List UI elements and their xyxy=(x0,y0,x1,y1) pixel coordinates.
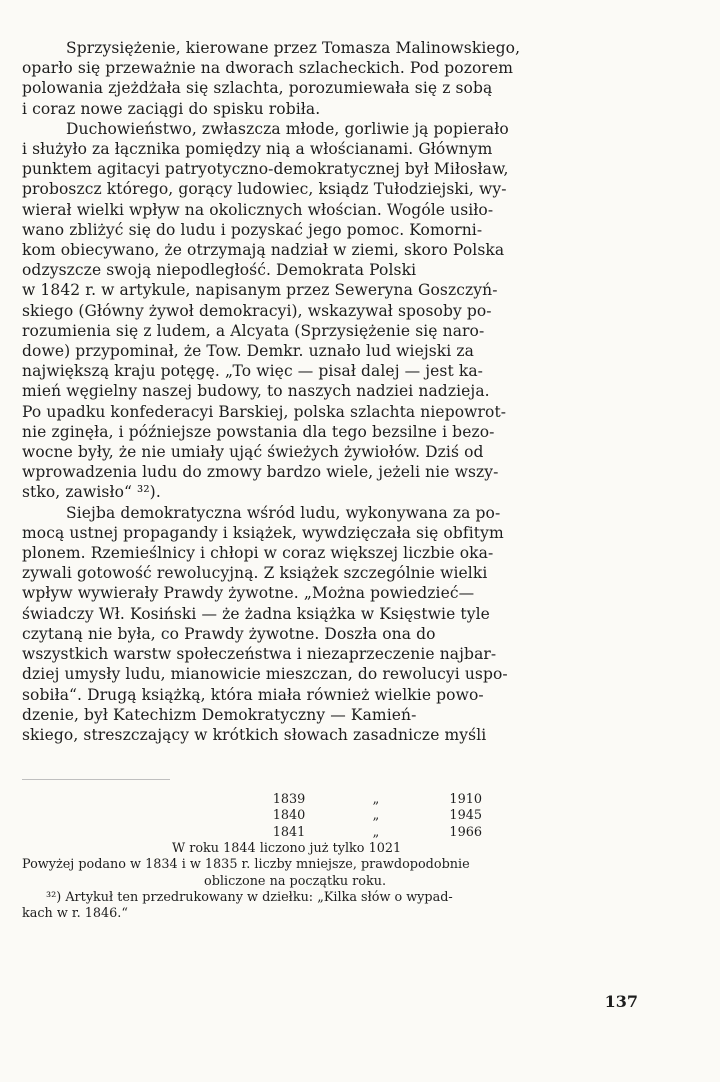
ditto-mark: „ xyxy=(372,808,380,824)
table-row xyxy=(236,825,720,841)
text-line: skiego, streszczający w krótkich słowach zasadnicze myśli xyxy=(22,725,487,744)
text-line: Siejba demokratyczna wśród ludu, wykonywana za po- xyxy=(66,503,501,522)
text-line: w 1842 r. w artykule, napisanym przez Seweryna Goszczyń- xyxy=(22,281,498,300)
year-cell: 1841 xyxy=(272,824,306,840)
ditto-mark: „ xyxy=(372,824,380,840)
text-line: punktem agitacyi patryotyczno-demokratycznej był Miłosław, xyxy=(22,160,509,179)
footnote-line: obliczone na początku roku. xyxy=(204,873,387,889)
text-line: rozumienia się z ludem, a Alcyata (Sprzysiężenie się naro- xyxy=(22,321,485,340)
text-line: Po upadku konfederacyi Barskiej, polska szlachta niepowrot- xyxy=(22,402,507,421)
footnotes xyxy=(22,792,638,922)
text-line: i coraz nowe zaciągi do spisku robiła. xyxy=(22,99,321,118)
text-line: wierał wielki wpływ na okolicznych włościan. Wogóle usiło- xyxy=(22,200,494,219)
text-line: dowe) przypominał, że Tow. Demkr. uznało lud wiejski za xyxy=(22,342,474,361)
footnote-summary-line: W roku 1844 liczono już tylko 1021 xyxy=(172,841,402,856)
text-line: proboszcz którego, gorący ludowiec, ksiądz Tułodziejski, wy- xyxy=(22,180,507,199)
footnote-year-table xyxy=(236,792,720,841)
page-number: 137 xyxy=(604,992,638,1011)
footnote-line: Powyżej podano w 1834 i w 1835 r. liczby mniejsze, prawdopodobnie xyxy=(22,857,470,873)
text-line: największą kraju potęgę. „To więc — pisał dalej — jest ka- xyxy=(22,362,484,381)
text-line: i służyło za łącznika pomiędzy nią a włościanami. Głównym xyxy=(22,140,493,159)
text-line: mocą ustnej propagandy i książek, wywdzięczała się obfitym xyxy=(22,523,504,542)
text-line: wprowadzenia ludu do zmowy bardzo wiele, jeżeli nie wszy- xyxy=(22,463,499,482)
count-cell: 1910 xyxy=(449,792,482,808)
text-line: wszystkich warstw społeczeństwa i niezaprzeczenie najbar- xyxy=(22,645,497,664)
text-line: plonem. Rzemieślnicy i chłopi w coraz większej liczbie oka- xyxy=(22,544,494,563)
table-row xyxy=(236,808,720,824)
text-line: kom obiecywano, że otrzymają nadział w ziemi, skoro Polska xyxy=(22,241,505,260)
text-line: nie zginęła, i późniejsze powstania dla tego bezsilne i bezo- xyxy=(22,422,495,441)
text-line: stko, zawisło“ ³²). xyxy=(22,483,161,502)
text-line: oparło się przeważnie na dworach szlacheckich. Pod pozorem xyxy=(22,59,514,78)
text-line: sobiła“. Drugą książką, która miała również wielkie powo- xyxy=(22,685,484,704)
text-line: wano zbliżyć się do ludu i pozyskać jego pomoc. Komorni- xyxy=(22,220,483,239)
text-line: wpływ wywierały Prawdy żywotne. „Można powiedzieć— xyxy=(22,584,475,603)
text-line: wocne były, że nie umiały ująć świeżych żywiołów. Dziś od xyxy=(22,443,484,462)
year-cell: 1840 xyxy=(272,808,306,824)
footnote-line: kach w r. 1846.“ xyxy=(22,906,128,922)
text-line: dzenie, był Katechizm Demokratyczny — Kamień- xyxy=(22,705,417,724)
text-line: dziej umysły ludu, mianowicie mieszczan, do rewolucyi uspo- xyxy=(22,665,508,684)
footnote-divider xyxy=(22,779,170,780)
text-line: Sprzysiężenie, kierowane przez Tomasza Malinowskiego, xyxy=(66,39,521,57)
text-line: czytaną nie była, co Prawdy żywotne. Doszła ona do xyxy=(22,624,436,643)
text-line: odzyszcze swoją niepodległość. Demokrata Polski xyxy=(22,261,417,280)
text-line: Duchowieństwo, zwłaszcza młode, gorliwie ją popierało xyxy=(66,119,509,138)
text-line: skiego (Główny żywoł demokracyi), wskazywał sposoby po- xyxy=(22,301,492,320)
count-cell: 1966 xyxy=(449,824,482,840)
main-text xyxy=(22,38,638,745)
text-line: mień węgielny naszej budowy, to naszych nadziei nadzieja. xyxy=(22,382,490,401)
footnote-line: ³²) Artykuł ten przedrukowany w dziełku: „Kilka słów o wypad- xyxy=(46,889,453,905)
text-line: zywali gotowość rewolucyjną. Z książek szczególnie wielki xyxy=(22,564,488,583)
year-cell: 1839 xyxy=(272,792,306,808)
table-row xyxy=(236,792,720,808)
text-line: polowania zjeżdżała się szlachta, porozumiewała się z sobą xyxy=(22,79,493,98)
ditto-mark: „ xyxy=(372,792,380,808)
count-cell: 1945 xyxy=(449,808,482,824)
text-line: świadczy Wł. Kosiński — że żadna książka w Księstwie tyle xyxy=(22,604,490,623)
